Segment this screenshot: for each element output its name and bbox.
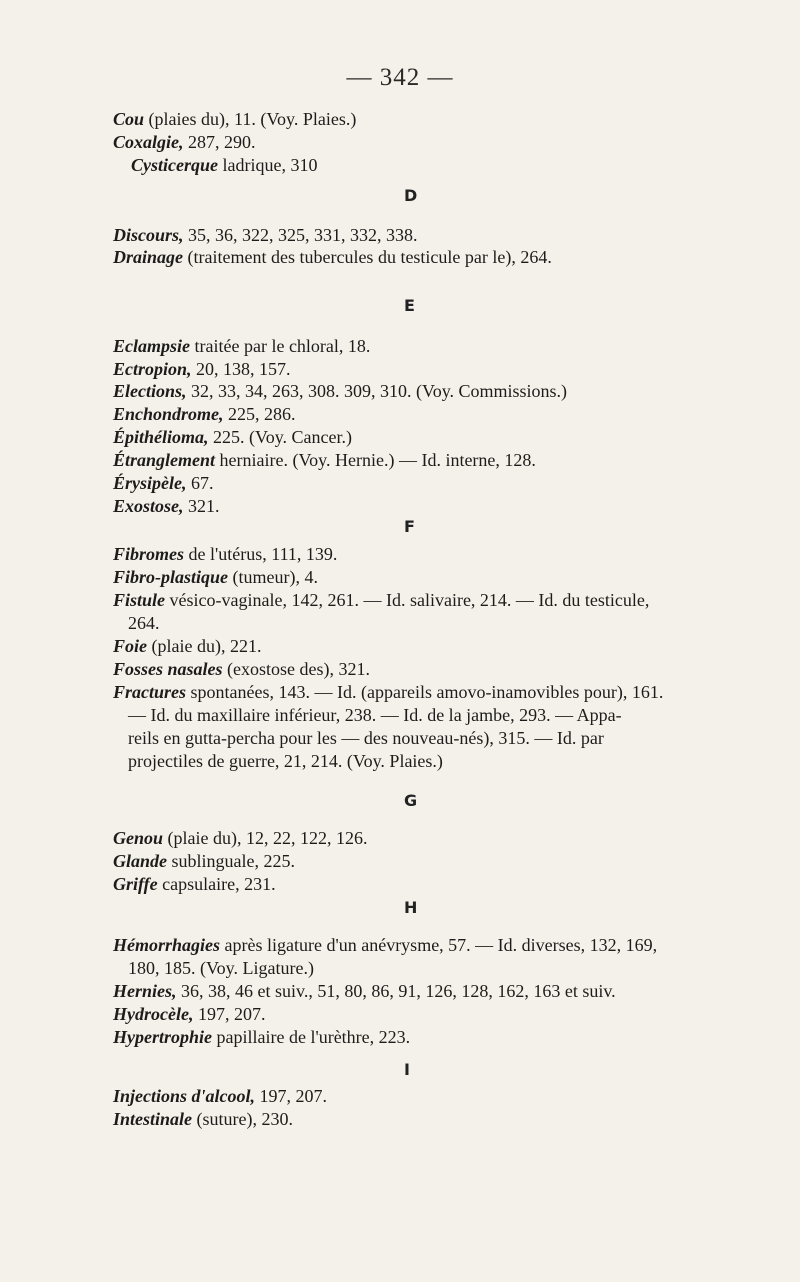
- entry-text: (plaies du), 11. (Voy. Plaies.): [144, 109, 357, 129]
- index-entry: [113, 403, 296, 425]
- index-entry: [113, 934, 657, 956]
- entry-text: 35, 36, 322, 325, 331, 332, 338.: [183, 225, 418, 245]
- index-entry: [113, 380, 567, 402]
- index-entry: [113, 108, 356, 130]
- index-entry: [113, 827, 367, 849]
- entry-text: 197, 207.: [255, 1086, 328, 1106]
- entry-text: spontanées, 143. — Id. (appareils amovo-inamovibles pour), 161.: [186, 682, 664, 702]
- section-letter-f: F: [404, 517, 415, 536]
- entry-text: ladrique, 310: [218, 155, 318, 175]
- entry-text: 197, 207.: [193, 1004, 266, 1024]
- entry-text: 36, 38, 46 et suiv., 51, 80, 86, 91, 126, 128, 162, 163 et suiv.: [176, 981, 616, 1001]
- entry-term: Cou: [113, 109, 145, 129]
- index-entry: [113, 472, 214, 494]
- entry-term: Hypertrophie: [113, 1027, 212, 1047]
- entry-text: 264.: [128, 613, 160, 633]
- index-entry: [113, 1085, 327, 1107]
- entry-term: Intestinale: [113, 1109, 193, 1129]
- entry-text: (traitement des tubercules du testicule par le), 264.: [183, 247, 552, 267]
- entry-term: Étranglement: [113, 450, 216, 470]
- index-entry: [113, 873, 276, 895]
- entry-term: Fistule: [113, 590, 166, 610]
- entry-term: Glande: [113, 851, 167, 871]
- index-entry: [113, 246, 552, 268]
- section-letter-g: G: [404, 791, 418, 810]
- entry-term: Exostose,: [113, 496, 184, 516]
- index-entry-continuation: [128, 957, 314, 979]
- entry-text: vésico-vaginale, 142, 261. — Id. salivaire, 214. — Id. du testicule,: [165, 590, 650, 610]
- entry-text: herniaire. (Voy. Hernie.) — Id. interne, 128.: [215, 450, 536, 470]
- entry-term: Drainage: [113, 247, 184, 267]
- entry-term: Fractures: [113, 682, 187, 702]
- entry-term: Enchondrome,: [113, 404, 224, 424]
- index-entry: [113, 1003, 265, 1025]
- index-entry: [113, 1108, 293, 1130]
- index-entry: [113, 495, 220, 517]
- entry-text: 287, 290.: [183, 132, 256, 152]
- index-entry: [113, 589, 649, 611]
- entry-text: 225, 286.: [223, 404, 296, 424]
- entry-text: 20, 138, 157.: [191, 359, 291, 379]
- index-entry: [113, 980, 616, 1002]
- index-entry-continuation: [128, 750, 443, 772]
- entry-term: Cysticerque: [131, 155, 218, 175]
- entry-text: (plaie du), 221.: [147, 636, 262, 656]
- page-number: — 342 —: [346, 64, 454, 91]
- section-letter-e: E: [404, 296, 415, 315]
- index-entry: [113, 543, 337, 565]
- entry-text: (plaie du), 12, 22, 122, 126.: [163, 828, 368, 848]
- entry-text: 225. (Voy. Cancer.): [208, 427, 352, 447]
- entry-text: 32, 33, 34, 263, 308. 309, 310. (Voy. Commissions.): [186, 381, 568, 401]
- entry-text: après ligature d'un anévrysme, 57. — Id. diverses, 132, 169,: [220, 935, 658, 955]
- entry-term: Fosses nasales: [113, 659, 223, 679]
- index-entry: [113, 681, 663, 703]
- index-entry: [113, 566, 318, 588]
- entry-text: reils en gutta-percha pour les — des nouveau-nés), 315. — Id. par: [128, 728, 604, 748]
- entry-text: projectiles de guerre, 21, 214. (Voy. Plaies.): [128, 751, 443, 771]
- entry-term: Fibro-plastique: [113, 567, 229, 587]
- entry-term: Fibromes: [113, 544, 185, 564]
- index-entry-continuation: [128, 612, 160, 634]
- entry-text: de l'utérus, 111, 139.: [184, 544, 338, 564]
- entry-text: 321.: [183, 496, 220, 516]
- entry-term: Épithélioma,: [113, 427, 209, 447]
- index-entry: [113, 224, 418, 246]
- entry-term: Érysipèle,: [113, 473, 187, 493]
- entry-text: capsulaire, 231.: [157, 874, 276, 894]
- entry-text: (suture), 230.: [192, 1109, 293, 1129]
- entry-text: sublinguale, 225.: [167, 851, 295, 871]
- entry-term: Hémorrhagies: [113, 935, 221, 955]
- index-entry: [131, 154, 317, 176]
- entry-term: Genou: [113, 828, 164, 848]
- section-letter-i: I: [404, 1060, 410, 1079]
- entry-term: Griffe: [113, 874, 158, 894]
- entry-text: 180, 185. (Voy. Ligature.): [128, 958, 314, 978]
- entry-text: (exostose des), 321.: [222, 659, 371, 679]
- index-entry-continuation: [128, 727, 604, 749]
- section-letter-d: D: [404, 186, 418, 205]
- entry-text: (tumeur), 4.: [228, 567, 318, 587]
- entry-term: Foie: [113, 636, 147, 656]
- entry-text: papillaire de l'urèthre, 223.: [212, 1027, 411, 1047]
- index-entry: [113, 635, 261, 657]
- index-entry: [113, 658, 370, 680]
- index-entry: [113, 426, 352, 448]
- index-entry: [113, 449, 536, 471]
- index-entry: [113, 131, 256, 153]
- entry-term: Discours,: [113, 225, 184, 245]
- index-entry-continuation: [128, 704, 622, 726]
- entry-term: Coxalgie,: [113, 132, 184, 152]
- entry-text: 67.: [186, 473, 214, 493]
- entry-term: Eclampsie: [113, 336, 190, 356]
- index-entry: [113, 335, 370, 357]
- entry-term: Elections,: [113, 381, 187, 401]
- entry-text: traitée par le chloral, 18.: [190, 336, 371, 356]
- entry-term: Hernies,: [113, 981, 177, 1001]
- entry-text: — Id. du maxillaire inférieur, 238. — Id. de la jambe, 293. — Appa-: [128, 705, 622, 725]
- index-entry: [113, 358, 291, 380]
- index-entry: [113, 1026, 410, 1048]
- entry-term: Ectropion,: [113, 359, 192, 379]
- section-letter-h: H: [404, 898, 418, 917]
- entry-term: Hydrocèle,: [113, 1004, 194, 1024]
- index-entry: [113, 850, 295, 872]
- entry-term: Injections d'alcool,: [113, 1086, 256, 1106]
